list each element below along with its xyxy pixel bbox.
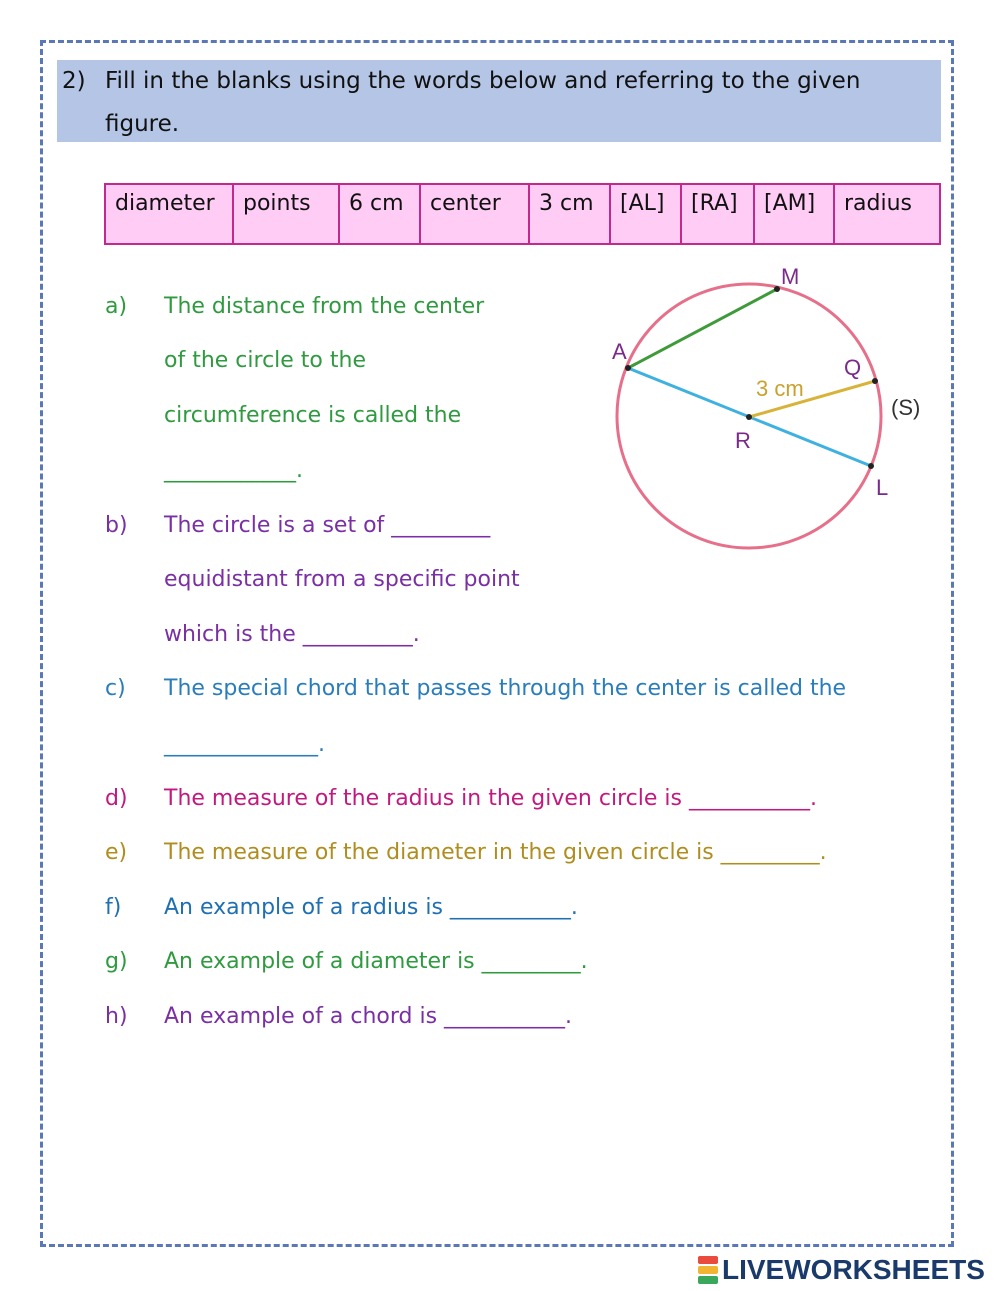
word-bank-cell: [AL]	[611, 185, 682, 243]
word-bank-cell: [AM]	[755, 185, 835, 243]
label-q: Q	[844, 355, 862, 380]
question-g-text[interactable]: An example of a diameter is _________.	[164, 949, 588, 974]
word-bank-cell: diameter	[106, 185, 234, 243]
circle-figure	[595, 255, 945, 560]
question-b-line[interactable]: The circle is a set of _________	[164, 513, 491, 538]
word-bank	[104, 183, 941, 245]
word-bank-cell: 3 cm	[530, 185, 611, 243]
point-r	[746, 414, 752, 420]
question-h-text[interactable]: An example of a chord is ___________.	[164, 1004, 573, 1029]
question-c-line: The special chord that passes through the center is called the	[164, 676, 847, 701]
word-bank-cell: radius	[844, 191, 913, 216]
instruction-header	[57, 60, 941, 142]
question-d-label: d)	[105, 786, 128, 811]
instruction-text: Fill in the blanks using the words below and referring to the given figure.	[105, 68, 861, 137]
point-q	[872, 378, 878, 384]
point-l	[868, 463, 874, 469]
question-h-label: h)	[105, 1004, 128, 1029]
question-a-line: The distance from the center	[164, 294, 485, 319]
word-bank-cell: points	[234, 185, 340, 243]
question-a-blank[interactable]: ____________.	[164, 458, 303, 483]
question-f-label: f)	[105, 895, 122, 920]
question-f-text[interactable]: An example of a radius is ___________.	[164, 895, 578, 920]
question-c-blank[interactable]: ______________.	[164, 732, 325, 757]
question-c-label: c)	[105, 676, 126, 701]
label-r: R	[735, 428, 751, 453]
label-l: L	[876, 475, 889, 500]
word-bank-cell: center	[421, 185, 530, 243]
question-b-label: b)	[105, 513, 128, 538]
label-a: A	[612, 339, 627, 364]
word-bank-cell: [RA]	[682, 185, 755, 243]
label-m: M	[781, 264, 800, 289]
question-b-line[interactable]: which is the __________.	[164, 622, 420, 647]
radius-length-label: 3 cm	[756, 376, 804, 401]
question-d-text[interactable]: The measure of the radius in the given circle is ___________.	[164, 786, 817, 811]
question-b-line: equidistant from a specific point	[164, 567, 520, 592]
point-a	[625, 365, 631, 371]
logo-text: LIVEWORKSHEETS	[722, 1254, 985, 1285]
point-m	[774, 286, 780, 292]
question-e-text[interactable]: The measure of the diameter in the given circle is _________.	[164, 840, 827, 865]
question-a-line: of the circle to the	[164, 348, 366, 373]
circle-name-label: (S)	[891, 395, 921, 420]
question-e-label: e)	[105, 840, 128, 865]
logo-icon	[698, 1255, 718, 1285]
question-a-line: circumference is called the	[164, 403, 462, 428]
question-g-label: g)	[105, 949, 128, 974]
question-a-label: a)	[105, 294, 128, 319]
word-bank-cell: 6 cm	[340, 185, 421, 243]
question-number: 2)	[62, 68, 86, 94]
liveworksheets-logo	[698, 1253, 985, 1287]
